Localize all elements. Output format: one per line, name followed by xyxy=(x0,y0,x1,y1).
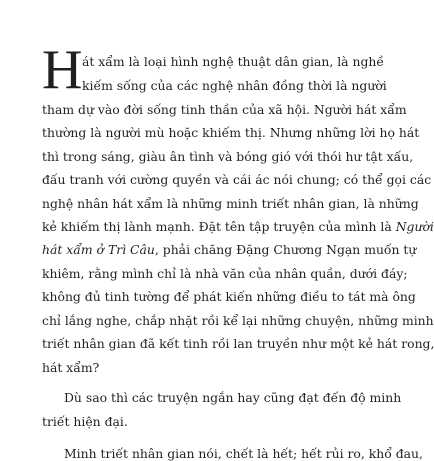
text-line-8-main: kẻ khiếm thị lành mạnh. Đặt tên tập truyện của mình là xyxy=(42,219,396,234)
text-line-9-rest: , phải chăng Đặng Chương Ngạn muốn tự xyxy=(154,242,417,257)
text-line-13: triết nhân gian đã kết tinh rồi lan truyền như một kẻ hát rong, xyxy=(42,336,434,351)
text-line-8 xyxy=(42,221,434,233)
text-line-5: thì trong sáng, giàu ân tình và bóng gió với thói hư tật xấu, xyxy=(42,149,414,164)
text-line-9 xyxy=(42,244,416,256)
text-line-17: Minh triết nhân gian nói, chết là hết; hết rủi ro, khổ đau, xyxy=(64,446,423,461)
text-line-2: kiếm sống của các nghệ nhân đồng thời là người xyxy=(82,78,387,93)
text-line-16: triết hiện đại. xyxy=(42,414,128,429)
drop-cap: H xyxy=(42,39,83,101)
text-line-1: át xẩm là loại hình nghệ thuật dân gian, là nghề xyxy=(82,54,385,69)
text-line-15: Dù sao thì các truyện ngắn hay cũng đạt đến độ minh xyxy=(64,390,402,405)
text-line-14: hát xẩm? xyxy=(42,360,100,375)
text-line-12: chỉ lắng nghe, chắp nhặt rồi kể lại những chuyện, những minh xyxy=(42,313,434,328)
text-line-11: không đủ tinh tường để phát kiến những điều to tát mà ông xyxy=(42,289,416,304)
book-title-end: hát xẩm ở Trì Câu xyxy=(42,242,155,257)
text-line-3: tham dự vào đời sống tinh thần của xã hội. Người hát xẩm xyxy=(42,102,407,117)
text-line-7: nghệ nhân hát xẩm là những minh triết nhân gian, là những xyxy=(42,196,419,211)
text-line-6: đấu tranh với cường quyền và cái ác nói chung; có thể gọi các xyxy=(42,172,432,187)
book-title-start: Người xyxy=(395,219,434,234)
text-line-4: thường là người mù hoặc khiếm thị. Nhưng những lời họ hát xyxy=(42,125,420,140)
text-line-10: khiêm, rằng mình chỉ là nhà văn của nhân quần, dưới đáy; xyxy=(42,266,408,281)
